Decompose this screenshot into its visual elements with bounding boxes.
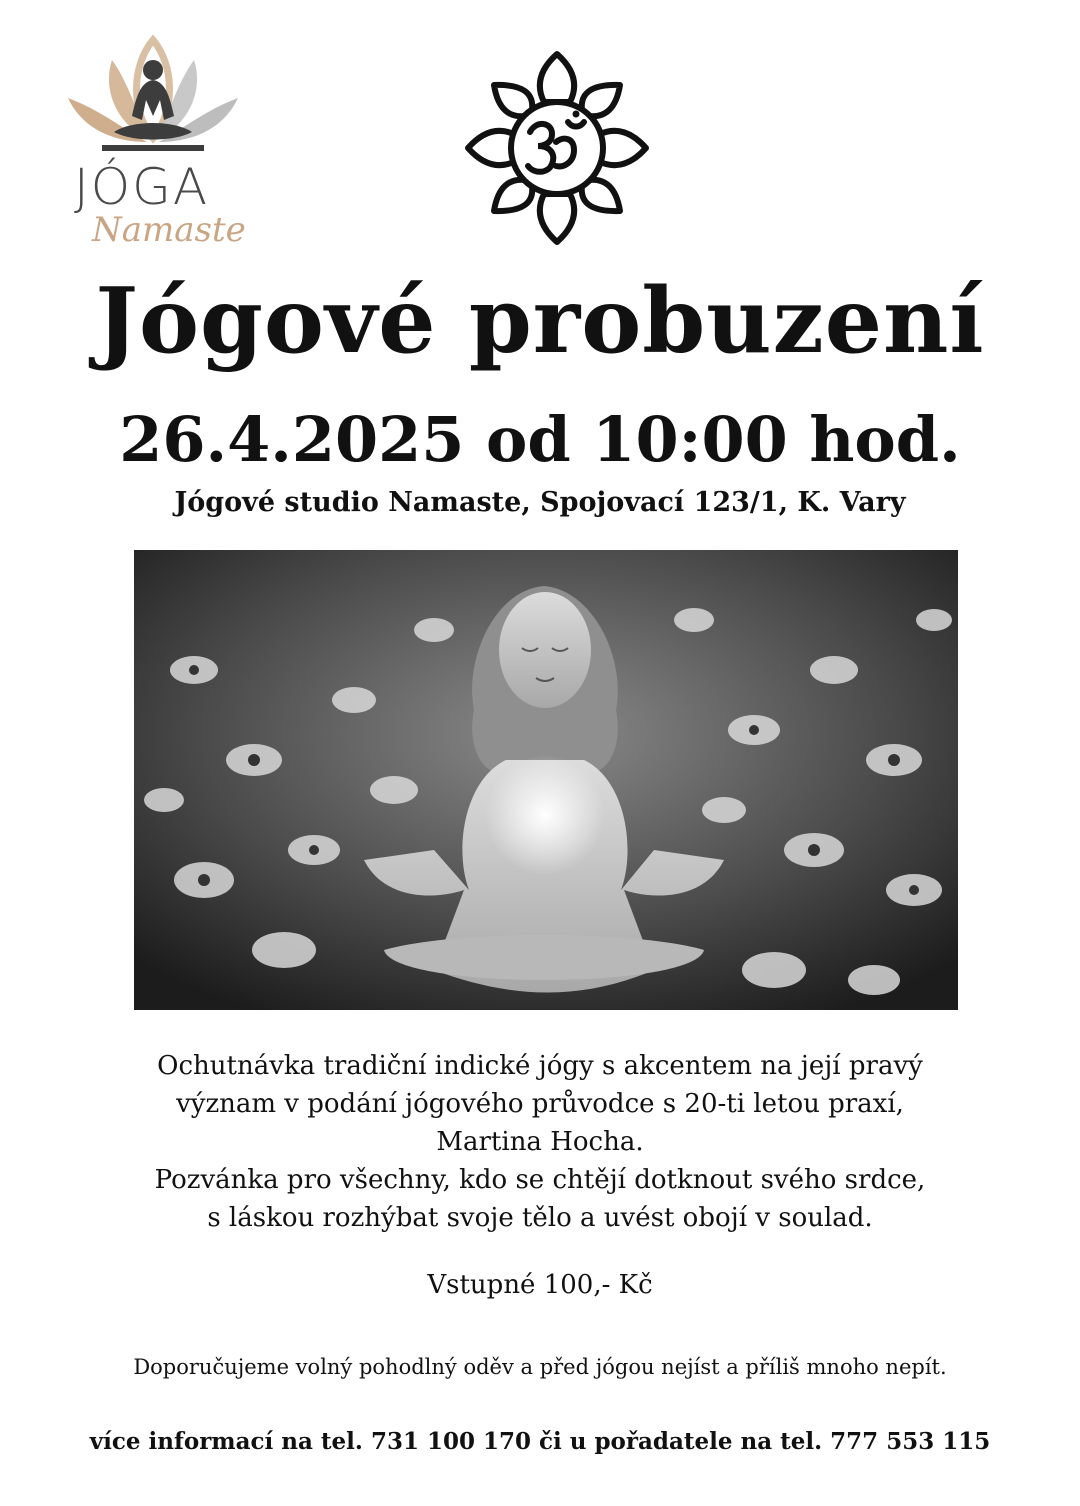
description-line: s láskou rozhýbat svoje tělo a uvést obojí v soulad. <box>207 1203 873 1233</box>
om-lotus-icon <box>464 50 650 246</box>
event-title: Jógové probuzení <box>95 268 985 374</box>
logo-script: Namaste <box>92 210 246 250</box>
description-line: Martina Hocha. <box>436 1127 644 1157</box>
contact-info: více informací na tel. 731 100 170 či u pořadatele na tel. 777 553 115 <box>89 1428 991 1455</box>
clothing-recommendation: Doporučujeme volný pohodlný oděv a před jógou nejíst a příliš mnoho nepít. <box>133 1355 947 1379</box>
entry-price: Vstupné 100,- Kč <box>427 1270 653 1300</box>
meditation-photo <box>134 550 958 1010</box>
logo <box>62 20 244 252</box>
logo-wordmark: JÓGA <box>74 158 210 216</box>
description-line: Ochutnávka tradiční indické jógy s akcentem na její pravý <box>157 1051 923 1081</box>
event-venue: Jógové studio Namaste, Spojovací 123/1, K. Vary <box>174 487 906 518</box>
event-description <box>0 1047 1080 1237</box>
description-line: význam v podání jógového průvodce s 20-ti letou praxí, <box>176 1089 904 1119</box>
lotus-meditation-icon <box>62 20 244 180</box>
event-datetime: 26.4.2025 od 10:00 hod. <box>119 403 961 476</box>
description-line: Pozvánka pro všechny, kdo se chtějí dotknout svého srdce, <box>154 1165 926 1195</box>
